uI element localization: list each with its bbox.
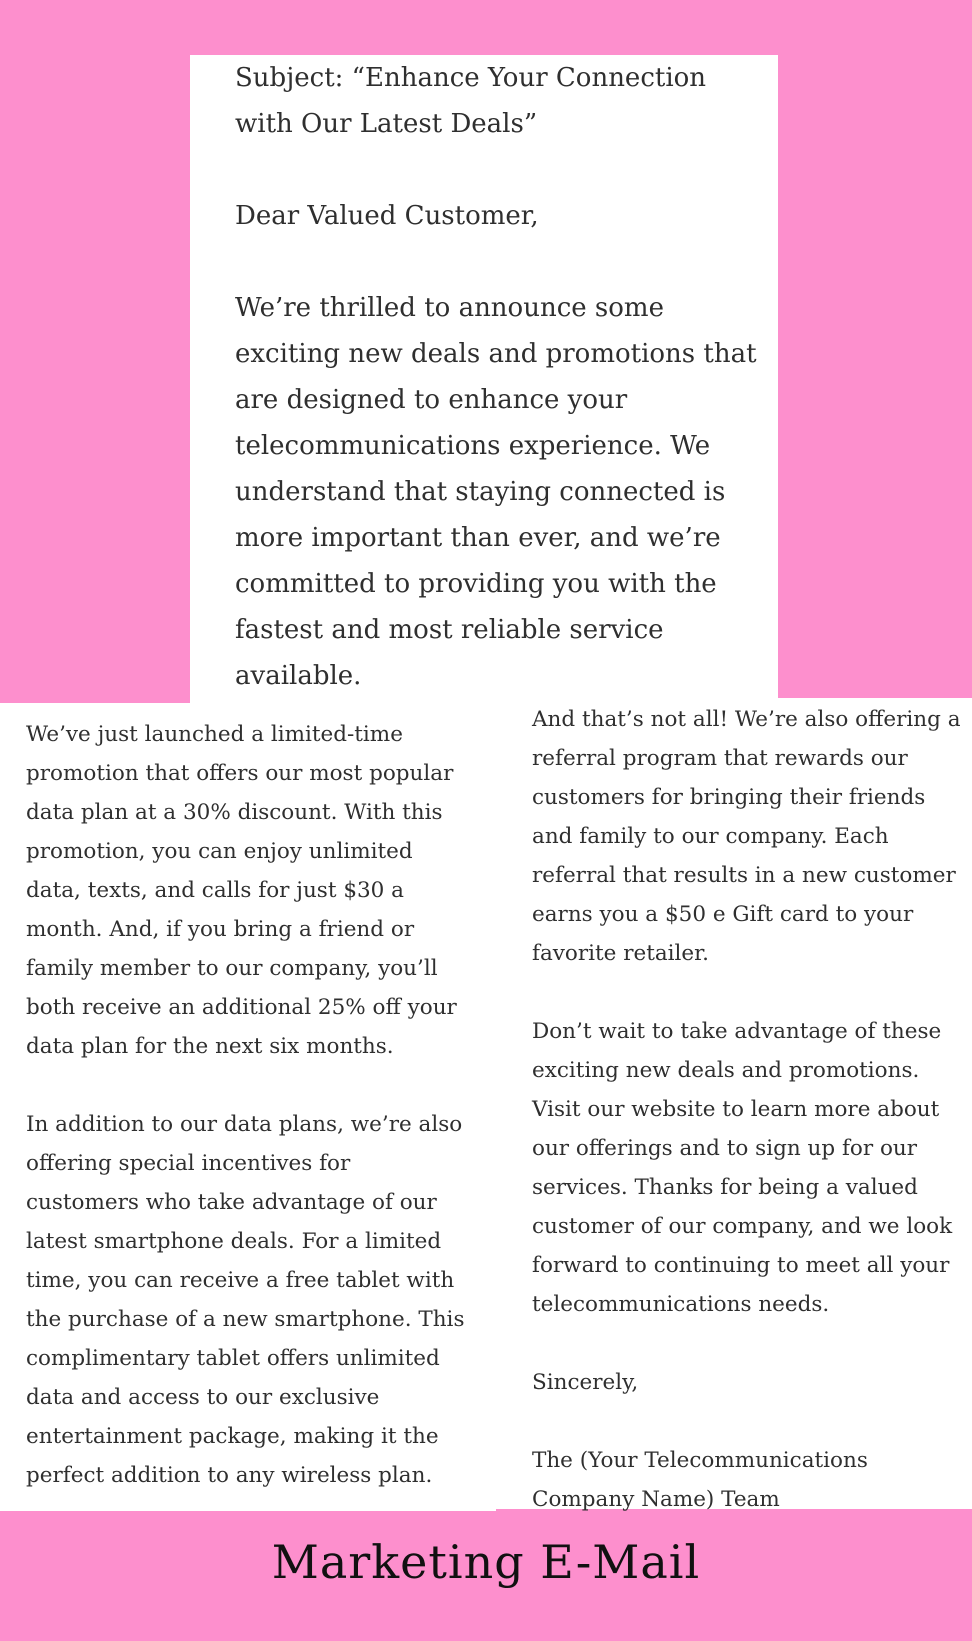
text-line: We’ve just launched a limited-time [26, 722, 403, 747]
intro-line: We’re thrilled to announce some [235, 293, 664, 323]
text-line: forward to continuing to meet all your [532, 1253, 950, 1278]
text-line: customers who take advantage of our [26, 1190, 437, 1215]
text-line: data and access to our exclusive [26, 1385, 380, 1410]
text-line: services. Thanks for being a valued [532, 1175, 918, 1200]
text-line: Don’t wait to take advantage of these [532, 1019, 942, 1044]
intro-line: telecommunications experience. We [235, 431, 711, 461]
text-line: referral program that rewards our [532, 746, 908, 771]
smartphone-deals-paragraph [26, 1105, 488, 1495]
email-subject [235, 55, 775, 147]
text-line: month. And, if you bring a friend or [26, 917, 415, 942]
text-line: favorite retailer. [532, 941, 709, 966]
page-title: Marketing E-Mail [271, 1535, 701, 1589]
intro-line: more important than ever, and we’re [235, 523, 721, 553]
intro-line: fastest and most reliable service [235, 615, 664, 645]
email-intro-paragraph [235, 285, 775, 699]
text-line: customers for bringing their friends [532, 785, 926, 810]
email-header-panel [190, 55, 778, 705]
text-line: referral that results in a new customer [532, 863, 956, 888]
intro-line: committed to providing you with the [235, 569, 717, 599]
email-greeting: Dear Valued Customer, [235, 201, 539, 231]
intro-line: understand that staying connected is [235, 477, 726, 507]
text-line: telecommunications needs. [532, 1292, 830, 1317]
text-line: both receive an additional 25% off your [26, 995, 457, 1020]
text-line: exciting new deals and promotions. [532, 1058, 920, 1083]
subject-line-2: with Our Latest Deals” [235, 109, 538, 139]
subject-line-1: Subject: “Enhance Your Connection [235, 63, 707, 93]
signature [532, 1441, 968, 1519]
text-line: latest smartphone deals. For a limited [26, 1229, 442, 1254]
call-to-action-paragraph [532, 1012, 968, 1324]
right-column-panel [496, 698, 972, 1512]
intro-line: available. [235, 661, 362, 691]
text-line: data, texts, and calls for just $30 a [26, 878, 405, 903]
text-line: And that’s not all! We’re also offering a [532, 707, 961, 732]
text-line: Company Name) Team [532, 1487, 780, 1512]
text-line: customer of our company, and we look [532, 1214, 953, 1239]
text-line: promotion, you can enjoy unlimited [26, 839, 413, 864]
text-line: the purchase of a new smartphone. This [26, 1307, 465, 1332]
text-line: perfect addition to any wireless plan. [26, 1463, 433, 1488]
text-line: and family to our company. Each [532, 824, 889, 849]
text-line: time, you can receive a free tablet with [26, 1268, 455, 1293]
text-line: data plan for the next six months. [26, 1034, 394, 1059]
intro-line: are designed to enhance your [235, 385, 628, 415]
text-line: offering special incentives for [26, 1151, 351, 1176]
text-line: our offerings and to sign up for our [532, 1136, 918, 1161]
text-line: promotion that offers our most popular [26, 761, 454, 786]
text-line: earns you a $50 e Gift card to your [532, 902, 914, 927]
text-line: complimentary tablet offers unlimited [26, 1346, 440, 1371]
text-line: entertainment package, making it the [26, 1424, 439, 1449]
promotion-paragraph [26, 715, 488, 1066]
text-line: In addition to our data plans, we’re also [26, 1112, 463, 1137]
text-line: Visit our website to learn more about [532, 1097, 940, 1122]
text-line: The (Your Telecommunications [532, 1448, 868, 1473]
intro-line: exciting new deals and promotions that [235, 339, 757, 369]
text-line: data plan at a 30% discount. With this [26, 800, 443, 825]
text-line: family member to our company, you’ll [26, 956, 438, 981]
left-column-panel [0, 703, 496, 1511]
closing: Sincerely, [532, 1370, 639, 1395]
referral-paragraph [532, 700, 968, 973]
